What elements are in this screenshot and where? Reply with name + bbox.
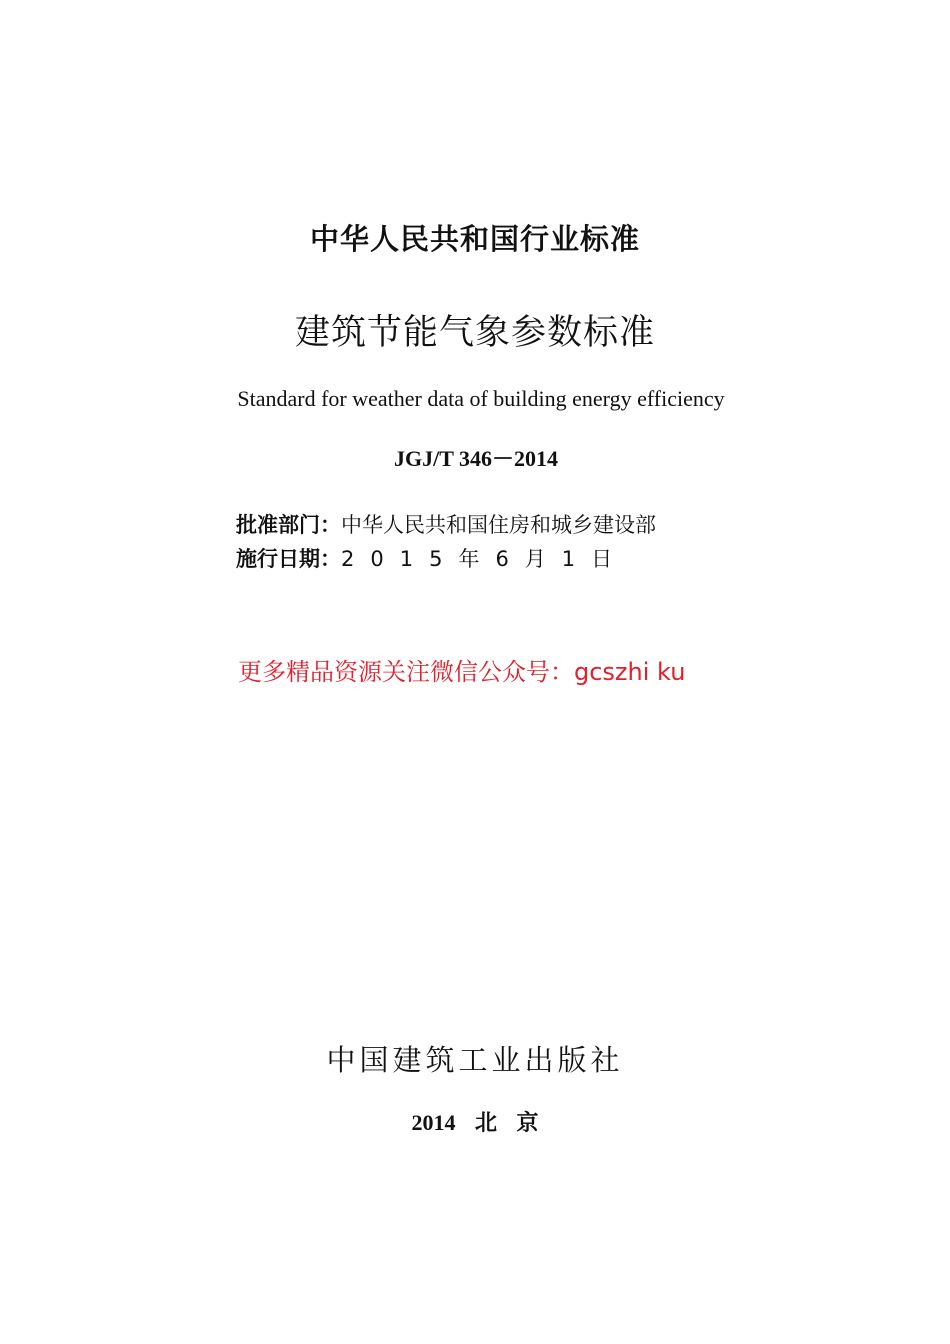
standard-code: JGJ/T 346－2014 xyxy=(393,446,558,471)
effective-date-value: 2015年6月1日 xyxy=(341,547,629,571)
approval-info xyxy=(236,508,656,576)
approval-dept-label: 批准部门： xyxy=(236,513,341,537)
approval-dept-row xyxy=(236,508,656,542)
effective-date-label: 施行日期： xyxy=(236,547,341,571)
standard-category: 中华人民共和国行业标准 xyxy=(309,222,640,256)
effective-date-row xyxy=(236,542,656,576)
title-en: Standard for weather data of building energy efficiency xyxy=(237,386,725,411)
approval-dept-value: 中华人民共和国住房和城乡建设部 xyxy=(341,513,656,537)
publication-year-place: 2014 北 京 xyxy=(411,1110,539,1135)
publisher-name: 中国建筑工业出版社 xyxy=(326,1043,624,1077)
promo-watermark-text: 更多精品资源关注微信公众号：gcszhi ku xyxy=(238,658,686,686)
title-cn: 建筑节能气象参数标准 xyxy=(294,313,655,353)
